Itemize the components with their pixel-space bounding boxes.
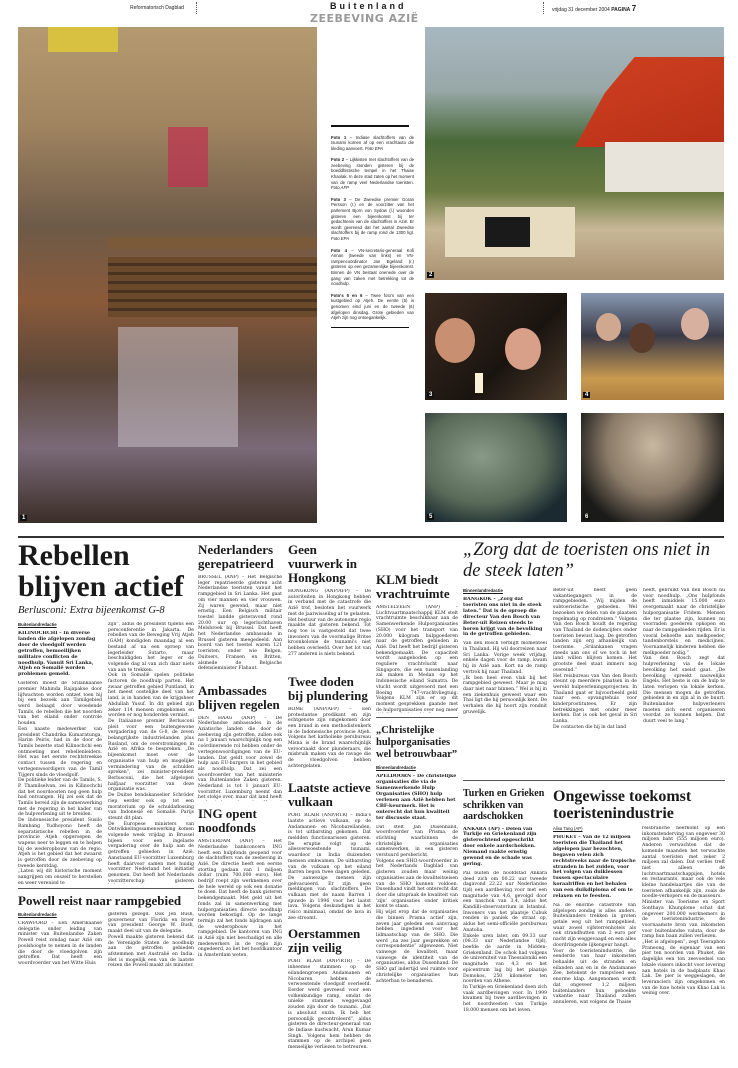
column-rebellen (18, 540, 194, 1050)
lead-turken: ANKARA (AP) – Delen van Turkije en Griekenland zijn gisterochtend opgeschrikt door enkele aardschokken. Niemand raakte ernstig gewond en de schade was gering. (463, 826, 537, 867)
headline-ongewisse: Ongewisse toekomst toeristenindustrie (553, 788, 692, 822)
photo-coast-after (581, 413, 724, 522)
photo-number: 1 (22, 515, 26, 521)
section-title: Buitenland (330, 1, 407, 11)
column-c (288, 540, 371, 1050)
body-powell-2: gisteren gezegd. Ook Jeb Bush, gouverneur van Florida en broer van president George W. Bush, maakt deel uit van de delegatie. Powell maakte gisteren bekend dat de Verenigde Staten de noodhulp aan de getroffen gebieden afstemmen met Australië en India. Het is mogelijk een van de laatste reizen die Powell maakt als minister. (108, 912, 194, 969)
photo-number: 2 (429, 272, 433, 278)
caption-3: Foto 3 – De Zweedse premier Goran Persson (r.) en de voorzitter van het parlement Bjorn von Sydow (l.) woonden gisteren een bijeenkomst bij ter gedachtenis van de slachtoffers in Azië. Er wordt gevreesd dat het aantal Zweedse slachtoffers bij de ramp rond de 1300 ligt. Foto EPA (331, 196, 415, 241)
byline: Binnenlandredactie (463, 588, 503, 593)
byline: Buitenlandredactie (18, 912, 57, 917)
body-turken: Pal buiten de hoofdstad Ankara deed zich om 00.22 uur tweede dagavond 22.22 uur Nederlandse tijd) een aardbeving voor met een magnitude van 4,6, gevolgd door een naschok van 3,4, aldus het Kandilli-observatorium in Istanbul. Inwoners van het plaatsje Cubuk renden in paniek de straat op, aldus het semi-officiële persbureau Anatolia. Enkele uren later, om 09.33 uur (08.33 uur Nederlandse tijd), beefde de aarde in Midden-Griekenland. De schok had volgens de universiteit van Thessaloniki een magnitude van 4,3 en het epicentrum lag bij het plaatsje Domokos, 250 kilometer ten noorden van Athene. In Turkije en Griekenland doen zich vaak aardbevingen voor. In 1999 kwamen bij twee aardbevingen in het noordwesten van Turkije 18.000 mensen om het leven. (463, 870, 547, 1013)
body-zorg-2: Beter-uit heeft geen vakantiegangers in de rampgebieden. „Wij mijden de subtoeristische gebieden. Wel bezoeken we delen van de plaatsen regelmatig op rondreizen.” Volgens Van den Bosch houdt de regering van Thailand de dodencijfers onder toeristen bewust laag. De getroffen landen zijn erg afhankelijk van toerisme. „Srilankanen vragen steeds aan ons of we toch in het land willen blijven komen. Het grootste deel staat immers nog overeind.” Het reisbureau van Van den Bosch steunt op meerdere plaatsen in de wereld hulpverleningsprojecten. In Thailand gaat er bijvoorbeeld geld naar een opvangtehuis voor kinderprostitutees. Er zijn betrekkingen met onder meer kerken. Dat is ook het geval in Sri Lanka. De contacten die hij in dat land (553, 588, 637, 730)
body-rebellen-1: Gisteren moest de Srilankaanse premier Mahinda Rajapakse door lijfwachten worden ontzet toen hij bij een bezoek aan Tamilgebied werd belaagd door woedende Tamils, de rebellen die het noorden van het eiland onder controle houden. Een naaste medewerker van president Chandrika Kumaratunga, Harim Peiris, had in de door de Tamils bezette stad Kilinochchi een ontmoeting met rebellenleiders. Het was het eerste rechtstreekse contact tussen de regering en vertegenwoordigers van de Tamil Tijgers sinds de vloedgolf. De politieke leider van de Tamils, S. P. Thamilselvan, zei in Kilinochchi dat het noordoosten nog geen hulp had ontvangen. Hij zei ook dat de Tamils bereid zijn de samenwerking met de regering in het kader van de hulpverlening uit te breiden. De Indonesische president Susilo Bambang Yudhoyono heeft de separatistische rebellen in de provincie Atjeh opgeroepen de wapens neer te leggen en te helpen bij de wederopbouw van de regio. Atjeh is het gebied dat het zwaarst is getroffen door de zeebeving op tweede kerstdag. „Laten wij dit historische moment aangrijpen om onszelf te herstellen en weer verenigd te (18, 681, 102, 884)
body-rebellen-2: zijn”, aldus de president tijdens een persconferentie in Jakarta. De rebellen van de Beweging Vrij Atjeh (GAM) kondigden maandag al een bestand af na een oproep van legerleider Sutarto, maar beschuldigden het leger er de volgende dag al van zich daar niets van aan te trekken. Ook in Somalië spelen politieke factoren de noodhulp parten. Het zwaar getroffen gebied Puntland, in het meest oostelijke deel van het land, is in handen van de krijgsheer Abdullah Yusuf. In dit gebied zijn zeker 114 mensen omgekomen en worden er nog honderden vermist. De Italiaanse premier Berlusconi pleit voor een buitengewone vergadering van de G-8, de zeven belangrijkste industrielanden plus Rusland, om de overstromingen in Azië en Afrika te bespreken. „De bijeenkomst moet over de organisatie van hulp en mogelijke vermindering van de schulden spreken”, zei minister-president Berlusconi, die het afgelopen halfjaar voorzitter van deze organisatie was. De Duitse bondskanselier Schröder riep eerder ook op tot een moratorium op de schuldaflossing van Indonesië en Somalië. Parijs steunt dit plan. De Europese ministers van Ontwikkelingssamenwerking komen volgende week vrijdag in Brussel bijeen voor een ingelaste vergadering over de hulp aan de getroffen gebieden in Azië. Aanstaand EU-voorzitter Luxemburg heeft daarvoor samen met huidig voorzitter Nederland het initiatief genomen. Dat heeft het Nederlands voorzitterschap gisteren (108, 622, 194, 884)
lead-ongewisse: PHUKET – Van de 12 miljoen toeristen die Thailand het afgelopen jaar bezochten, begaven velen zich rechtstreeks naar de tropische stranden in het zuiden, voor het volgen van duiklessen tussen spectaculaire koraalriffen en het behalen van een duikdiploma of om te relaxen en te feesten. (553, 835, 636, 900)
lead-zorg: BANGKOK – „Zorg dat toeristen ons niet in de steek laten.” Dat is de oproep die directeur Van den Bosch van Beter-uit Reizen steeds te horen krijgt van de bevolking in de getroffen gebieden. (463, 597, 543, 638)
photo-number: 3 (429, 392, 433, 398)
photo-number: 5 (429, 514, 433, 520)
subhead-rebellen: Berlusconi: Extra bijeenkomst G-8 (18, 605, 165, 616)
caption-4: Foto 4 – VN-secretaris-generaal Kofi Annan (tweede van links) en VN-rampencoördinator Jan Egeland (r.) gisteren op een gezamenlijke bijeenkomst. Binnen de VN bestaat onenede over de gang van zaken met betrekking tot de noodhulp. (331, 247, 414, 287)
caption-rule (331, 327, 409, 329)
photo-number: 6 (585, 514, 589, 520)
photo-number: 4 (585, 392, 589, 398)
body-ambassades: DEN HAAG (ANP) – De Nederlandse ambassades in de Aziatische landen die door de zeebeving zijn getroffen, zullen ook na 1 januari waarschijnlijk nog een coördinerende rol hebben onder de vertegenwoordigingen van de EU-landen. Dat geldt voor zowel de hulp aan EU-burgers in het gebied als noodhulp. Dat zei een woordvoerder van het ministerie van Buitenlandse Zaken gisteren. Nederland is tot 1 januari EU-voorzitter. Luxemburg neemt dan het stokje over, maar dat land heeft (198, 715, 282, 801)
body-nederlanders: BRUSSEL (ANP) – Het Belgische leger repatrieerde gisteren acht Nederlandse toeristen vanuit het rampgebied in Sri Lanka. Het gaat om vier mannen en vier vrouwen. Zij waren gewond, maar niet ernstig. Een Belgisch militair toestel landde gisteravond rond 20.00 uur op legerluchthaven Melsbroek bij Brussel. Dat heeft het Nederlandse ambassade in Brussel gisteren meegedeeld. Aan boord van het toestel waren 121 toeristen, onder wie Belgen, Duitsers, Fransen en Britten, alsmede de Belgische defensieminister Flahaut. (198, 575, 282, 672)
page-label: PAGINA (611, 7, 631, 13)
headline-rebellen: Rebellen blijven actief (18, 540, 184, 603)
body-zorg-1: Van den Bosch verblijft momenteel in Thailand. Hij wil doorreizen naar Sri Lanka. Vorige week vrijdag, enkele dagen voor de ramp, kwam hij in Azië aan. Kort na de ramp vertrok hij naar Thailand. „Ik ben heel even vlak bij het rampgebied geweest. Maar je mag daar niet naar binnen.” Wel is hij in een ziekenhuis geweest waar een Thai ligt die hij persoonlijk kent. De verhalen die hij hoort zijn rondnit gruwelijk. (463, 641, 547, 715)
divider (376, 717, 458, 718)
lead-rebellen: KILINOCHCHI – In diverse landen die afgelopen zondag door de vloedgolf werden getroffen, bemoeilijken militaire conflicten de noodhulp. Vanuit Sri Lanka, Atjeh en Somalië worden problemen gemeld. (18, 631, 96, 678)
caption-5-6: Foto's 5 en 6 – Twee foto's van een kustgebied op Atjeh. De eerste (5) is genomen eind juni en de tweede (6) afgelopen dinsdag. Grote gebieden van Atjeh zijn nog ontoegankelijk. (331, 292, 415, 321)
body-powell-1: CRAWFORD – Een Amerikaanse delegatie onder leiding van minister van Buitenlandse Zaken Powell reist zondag naar Azië om poolshoogte te nemen in de landen die door de vloedgolven zijn getroffen. Dat heeft een woordvoerder van het Witte Huis (18, 921, 102, 966)
body-zorg-3: heeft, gebruikt Van den Bosch nu voor noodhulp. „Ons hulpfonds heeft inmiddels 15.000 euro overgemaakt naar de christelijke hulporganisatie Fridem. Mensen die ter plaatse zijn, kunnen nu voorraden goederen opkopen en naar de rampgebieden rijden. Er is vooral behoefte aan melkpoeder, tandenborstels en medicijnen. Voornamelijk kinderen hebben die melkpoeder nodig.” Van den Bosch zegt dat hulpverlening via de lokale bevolking het snelst gaat. „De bevolking spreekt nauwelijks Engels. Het beste is om de hulp te laten verlopen via lokale kerken. Die mensen mogen de getroffen gebieden in en zijn al in de buurt. Buitenlandse hulpverleners moeten zich eerst organiseren voordat ze kunnen helpen. Dat duurt veel te lang.” (643, 588, 725, 725)
headline-christelijke: „Christelijke hulporganisaties wel betrouwbaar” (376, 725, 458, 761)
body-plundering: ROME (ANP/AFP) – Een protestantse predikant en zijn echtgenote zijn omgekomen door een brand in een methodistenkerk in de Indonesische provincie Atjeh. Volgens het katholieke persbureau Misna is de brand waarschijnlijk veroorzaakt door plunderaars, die misbruik maken van de ravage die de vloedgolven hebben achtergelaten. (288, 706, 371, 769)
body-vulkaan: PORT BLAIR (ANP/RTR) – India's laatste actieve vulkaan, op de Andamanen- en Nicobareilanden, is tot uitbarsting gekomen. Dat meldden functionarissen gisteren. De eruptie volgt op de allesverwoestende tsunami, waardoor in India duizenden mensen omkwamen. De uitbarsting van de vulkaan op het eiland Barren begon twee dagen geleden. De aanwezige mensen zijn geëvacueerd. Er zijn geen meldingen van slachtoffers. De vulkaan met de naam Barren 1 spuwde in 1996 voor het laatst lava. Volgens deskundigen is het risico minimaal, omdat de lava in zee stroomt. (288, 813, 371, 921)
body-vuurwerk: HONGKONG (ANP/AFP) – De autoriteiten in Hongkong hebben in verband met de catastrofe die Azië trof, besloten het vuurwerk met de jaarwisseling af te gelasten. Het bestuur van de autonome regio maakte dat gisteren bekend. Tot nog toe is vastgesteld dat twee inwoners van de voormalige Britse kroonkolonie de tsunami's niet hebben overleefd. Over het lot van 277 anderen is niets bekend. (288, 589, 371, 657)
headline-ing: ING opent noodfonds (198, 806, 257, 836)
headline-nederlanders: Nederlanders gerepatrieerd (198, 542, 274, 571)
divider (18, 888, 194, 889)
caption-rule (331, 125, 409, 127)
caption-2: Foto 2 – Lijkkisten met slachtoffers van de zeebeving stonden gisteren bij de boeddhistische tempel in het Thaise Khaolak. In deze stad zaten op het moment van de ramp veel Nederlandse toeristen. Foto AFP (331, 157, 415, 191)
headline-vulkaan: Laatste actieve vulkaan (288, 780, 371, 810)
body-oerstammen: PORT BLAIR (ANP/RTR) – De inheemse stammen op de eilandengroepen Andamanen en Nicobaren hebben de verwoestende vloedgolf overleefd. Eerder werd gevreesd voor een volkenkundige ramp, omdat de unieke stammen weggevaagd zouden zijn door de tsunami. „Dat is absoluut onzin. Ik heb het persoonlijk gecontroleerd”, aldus gisteren de directeur-generaal van de Indiase kustwacht, Arun Kumar Singh. Volgens hem hebben de stammen op de archipel geen menselijke verliezen te betreuren. (288, 959, 371, 1050)
page-number: 7 (631, 4, 637, 13)
column-d (376, 570, 458, 1050)
date: vrijdag 31 december 2004 (552, 7, 610, 13)
header-divider (543, 2, 544, 14)
column-b (198, 540, 282, 1050)
body-ing: AMSTERDAM (ANP) – Het Nederlandse bankconcern ING heeft een hulpfonds geopend voor de slachtoffers van de zeebeving in Azië. De directie heeft een eerste storting gedaan van 1 miljoen dollar (ruim 700.000 euro). Het bedrijf roept zijn werknemen over de hele wereld op ook een donatie te doen. Dat heeft de bank gisteren bekendgemaakt. Met geld uit het fonds zal in samenwerking met hulporganisaties directe noodhulp worden bekostigd. Op de lange termijn zal het fonds bijdragen aan de wederopbouw in het rampgebied. De kantoren van ING in Azië zijn niet beschadigd en alle medewerkers in de regio zijn ongedeerd, zo liet het hoofdkantoor in Amsterdam weten. (198, 839, 282, 959)
headline-turken: Turken en Grieken schrikken van aardschokken (463, 788, 545, 822)
date-line (552, 4, 636, 13)
caption-1: Foto 1 – Indiase slachtoffers van de tsunami komen af op een vrachtauto die kleding aanvoert. Foto EPA (331, 134, 415, 151)
photo-captions (331, 125, 414, 328)
headline-plundering: Twee doden bij plundering (288, 673, 368, 703)
photo-temple-coffins (425, 27, 724, 280)
lead-christelijke: APELDOORN – De christelijke organisaties die via de Samenwerkende Hulp Organisaties (SHO) hulp verlenen aan Azië hebben het CBF-keurmerk. Het is onterecht dat hun kwaliteit ter discussie staat. (376, 774, 457, 821)
body-ongewisse-2: reisbranche neerkomt op een inkomstenderving van ongeveer 30 miljoen baht (555 miljoen euro). Anderen verwachten dat de komende maanden het verwachte aantal toeristen met zeker 2 miljoen zal dalen. Dat verlies treft niet alleen de luchtvaartmaatschappijen, hotels en restaurants, maar ook de vele kleine handelaartjes die van de toeristen afhankelijk zijn, zoals de noodle-verkopers en de masseurs. Minister van Toerisme en Sport Sonthaya Khunplome schat dat ongeveer 200.000 werknemers in de toeristenindustrie, de voornaamste bron van inkomsten voor buitenlandse valuta, door de ramp hun baan zullen verliezen. „Het is afgelopen”, zegt Teeraphon Praneong, de eigenaar van een pier ten noorden van Phuket, die dagelijks een ton zeevoedsel van lokale vissers inkocht voor levering aan hotels in de badplaats Khao Lak. De pier is weggeslagen, de leveranciers zijn omgekomen en van de luxe hotels van Khao Lak is weinig over. (642, 826, 725, 997)
headline-ambassades: Ambassades blijven regelen (198, 682, 280, 712)
column-e (463, 540, 725, 1050)
byline: Alisa Tang (AP) (553, 826, 583, 831)
photo-un-meeting (581, 293, 724, 400)
body-christelijke: Dat stelt Jan Dusenhand, woordvoerder van Prisma, de stichting waarbinnen de christelijke organisaties samenwerken, in een gisteren verstuurd persbericht. Volgens een SHO-woordvoerder in het Nederlands Dagblad van gisteren zouden maar weinig organisaties aan de kwaliteitseisen van de SHO kunnen voldoen. Dusenhand vindt het onterecht dat door die uitspraak de kwaliteit van 'zijn' organisaties onder kritiek komt te staan. Hij wijst erop dat de organisaties die binnen Prisma actief zijn, zeven jaar geleden een aanvraag hebben ingediend voor het lidmaatschap van de SHO. Die werd „na zes jaar gesprekken en correspondentie” afgewezen. Niet vanwege de kwaliteit, maar vanwege de identiteit van de organisaties, aldus Dusenhand. De SHO gaf indertijd wel ruimte voor christelijke organisaties hun achterban te benaderen. (376, 824, 458, 984)
headline-zorg: „Zorg dat de toeristen ons niet in de steek laten” (463, 540, 711, 581)
headline-powell: Powell reist naar rampgebied (18, 893, 182, 908)
section-rule (18, 536, 724, 538)
photo-swedish-ceremony (425, 293, 567, 400)
headline-klm: KLM biedt vrachtruimte (376, 572, 450, 601)
newspaper-name: Reformatorisch Dagblad (130, 5, 184, 11)
header-divider (196, 2, 197, 14)
photo-coast-before (425, 413, 567, 522)
byline: Binnenlandredactie (376, 765, 416, 771)
headline-vuurwerk: Geen vuurwerk in Hongkong (288, 542, 357, 585)
headline-oerstammen: Oerstammen zijn veilig (288, 926, 361, 956)
photo-aid-truck (18, 27, 317, 523)
body-ongewisse-1: Na de enorme catastrofe van afgelopen zondag is alles anders. Buitenlanders trekken in groten getale weg uit het rampgebied, waar zowel vijfsterrenhotels als ook strandhutten van 2 euro per nacht zijn weggevaagd en een alles doordringende lijkengeur hangt. Voor de toeristenindustrie, die eenderde van haar inkomsten behaalde uit de stranden en eilanden aan en in de Andamanse Zee, betekent de rampvloed een enorme klap. Aangenomen wordt dat ongeveer 1,2 miljoen buitenlanders hun geboekte vakantie naar Thailand zullen annuleren, wat volgens de Thaise (553, 902, 636, 1005)
kicker-title: ZEEBEVING AZIË (310, 12, 419, 25)
byline: Buitenlandredactie (18, 622, 57, 627)
body-klm: AMSTELVEEN (ANP) – Luchtvaartmaatschappij KLM stelt vrachtruimte beschikbaar aan de Samenwerkende Hulporganisaties (SHO) voor het transport van 20.000 kilogram hulpgoederen naar de getroffen gebieden in Azië. Dat heeft het bedrijf gisteren bekendgemaakt. De capaciteit wordt aangeboden op een reguliere vrachtvlucht naar Singapore, die een tussenlanding zal maken in Medan op het Indonesische eiland Sumatra. De vlucht wordt uitgevoerd met een Boeing 747-vrachtvliegtuig. Volgens KLM zijn er op dit moment gesprekken gaande met de hulporganisaties over nog meer (376, 605, 458, 713)
divider (463, 780, 725, 781)
